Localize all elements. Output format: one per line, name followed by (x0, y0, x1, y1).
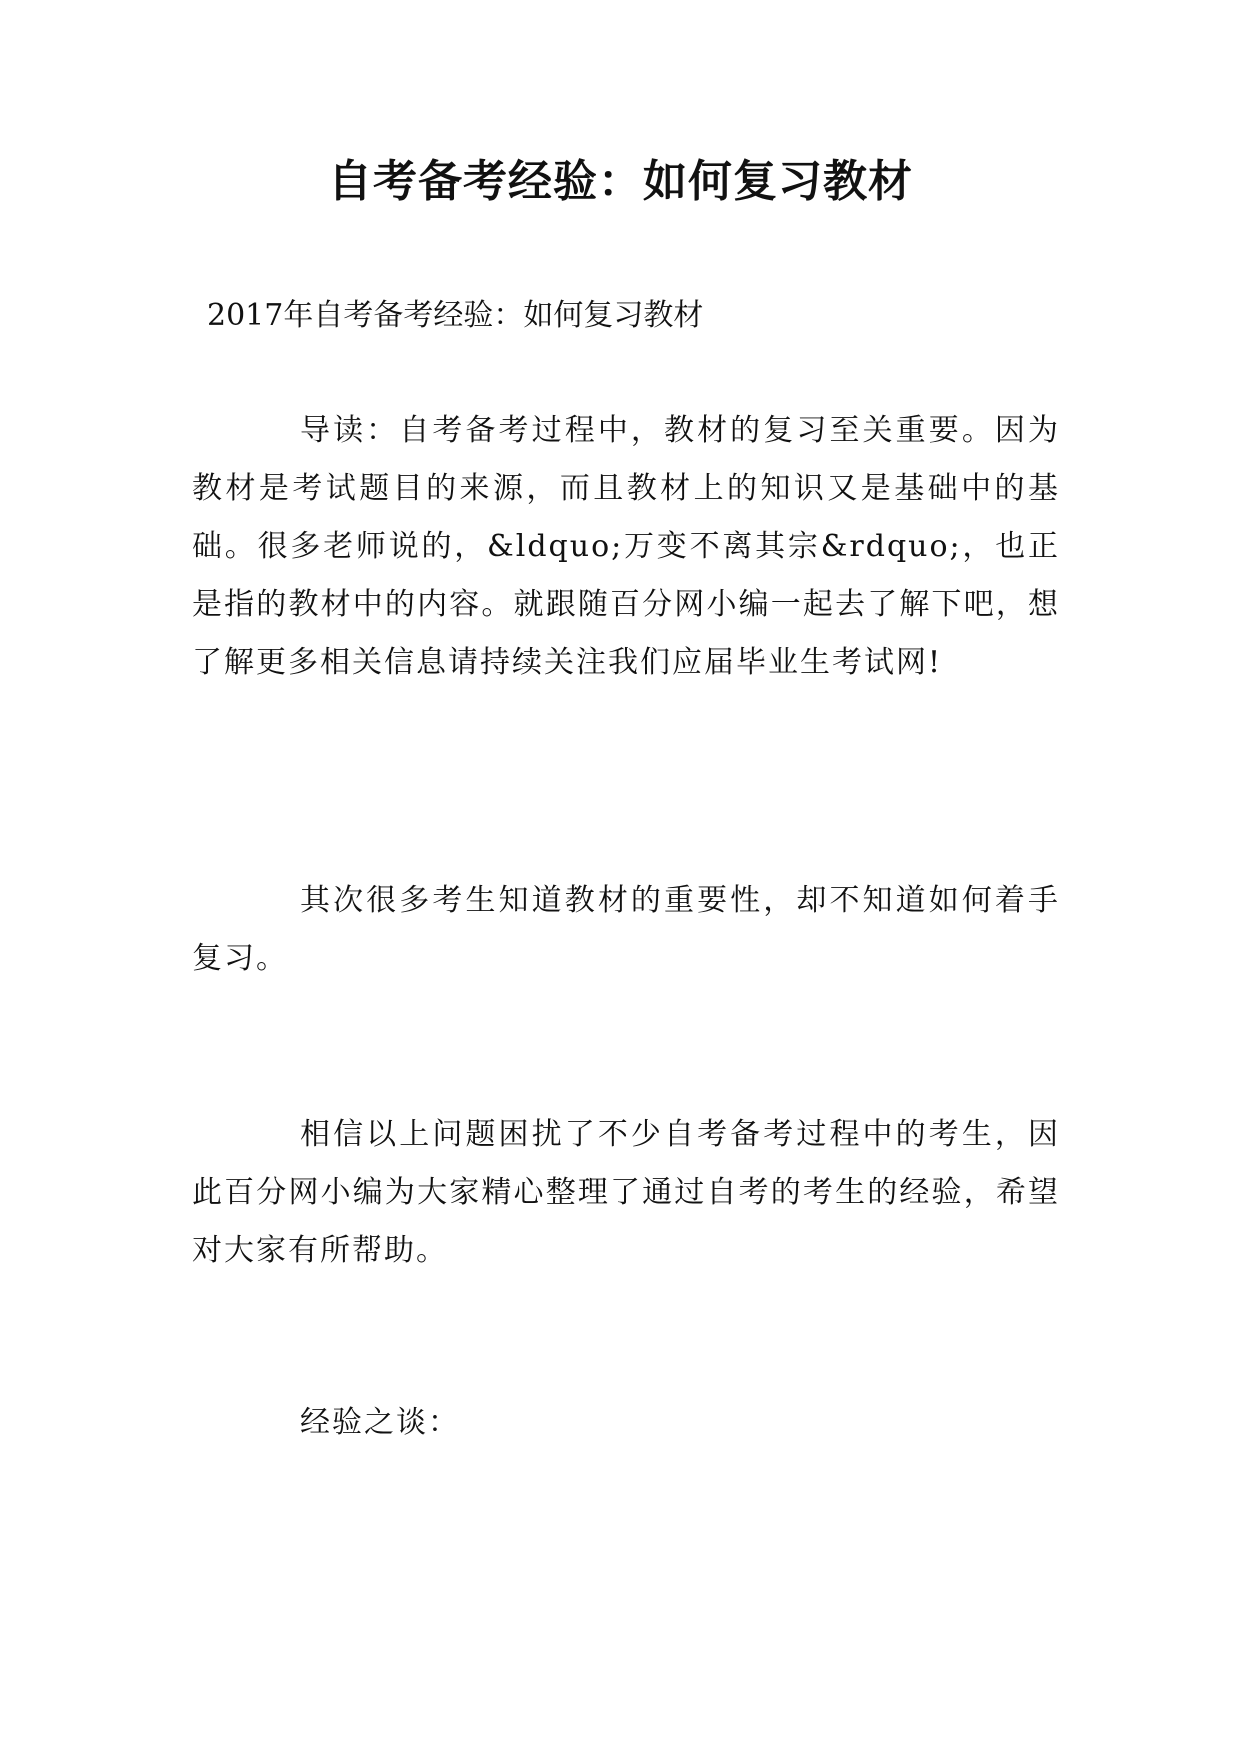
paragraph-second: 其次很多考生知道教材的重要性，却不知道如何着手复习。 (192, 883, 1060, 976)
paragraph-third: 相信以上问题困扰了不少自考备考过程中的考生，因此百分网小编为大家精心整理了通过自考的考生的经验，希望对大家有所帮助。 (192, 1117, 1060, 1268)
paragraph-experience-heading: 经验之谈： (300, 1405, 460, 1440)
document-title: 自考备考经验：如何复习教材 (328, 156, 913, 207)
paragraph-intro: 导读：自考备考过程中，教材的复习至关重要。因为教材是考试题目的来源，而且教材上的知识又是基础中的基础。很多老师说的，&ldquo;万变不离其宗&rdquo;，也正是指的教材中的内容。就跟随百分网小编一起去了解下吧，想了解更多相关信息请持续关注我们应届毕业生考试网! (192, 413, 1060, 680)
document-subtitle: 2017年自考备考经验：如何复习教材 (207, 298, 704, 333)
